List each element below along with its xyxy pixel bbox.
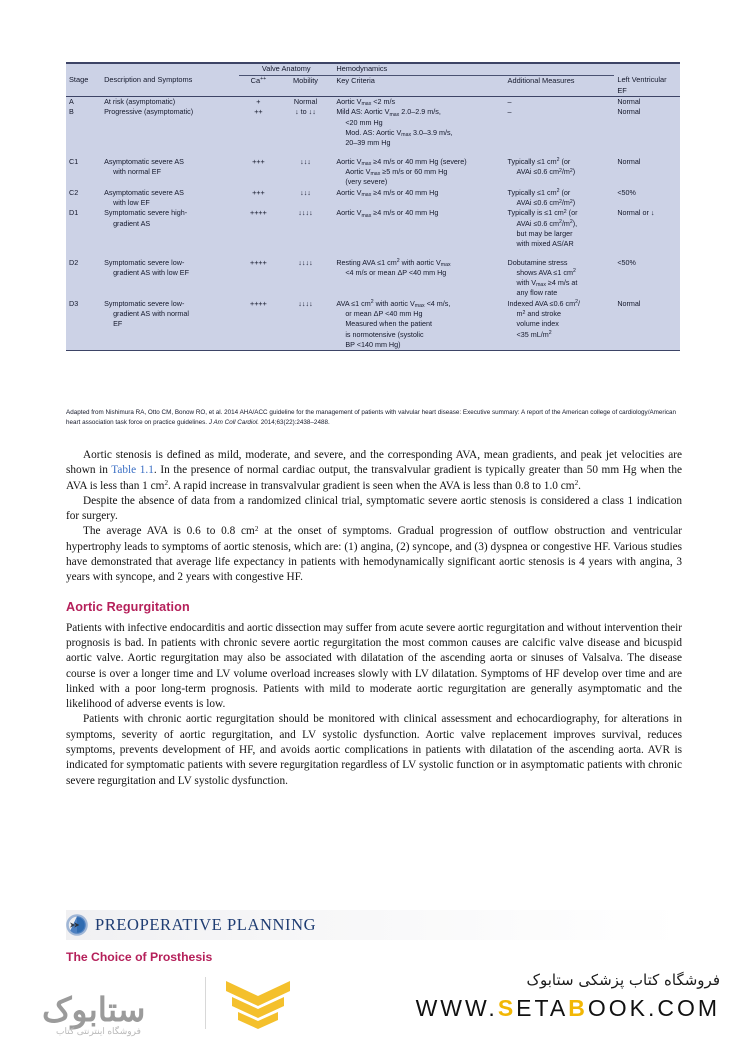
- cell-lvef: Normal: [617, 156, 641, 166]
- col-header-mobility: Mobility: [278, 75, 334, 97]
- footer-tagline: فروشگاه کتاب پزشکی ستابوک: [526, 971, 720, 989]
- paragraph-2: Despite the absence of data from a randomized clinical trial, symptomatic severe aortic stenosis is considered a class 1 indication for surgery.: [66, 494, 682, 523]
- group-header-hemodynamics: Hemodynamics: [333, 64, 614, 75]
- key-line: BP <140 mm Hg): [345, 339, 401, 349]
- group-header-empty-stage: [66, 64, 101, 75]
- p1-sup-1: 2: [164, 479, 169, 487]
- caption-journal: J Am Coll Cardiol.: [208, 418, 259, 426]
- cell-mobility: ↓↓↓: [300, 156, 311, 166]
- caption-line-1: Adapted from Nishimura RA, Otto CM, Bonow RO, et al. 2014 AHA/ACC guideline for the management of patients with valvular heart disease: Executive summary: A report of: [66, 409, 551, 416]
- cell-mobility: ↓↓↓↓: [298, 208, 313, 218]
- cell-key-criteria: [333, 107, 504, 148]
- group-header-empty-desc: [101, 64, 239, 75]
- add-line: <35 $mL/m^2$: [516, 329, 552, 339]
- arrow-circle-icon: [66, 914, 88, 936]
- setabook-logo-wordmark: ستابوک: [42, 990, 146, 1028]
- p1-sup-2: 2: [574, 479, 579, 487]
- cell-additional-measures: [505, 208, 615, 249]
- url-part-2: ETA: [516, 995, 569, 1021]
- paragraph-5: Patients with chronic aortic regurgitation should be monitored with clinical assessment and echocardiography, for alterations in symptoms, severity of aortic regurgitation, and LV systolic dysfunction. Aortic valve replacement improves survival, reduces symptoms, prevents development of HF, and avoids aortic complications in patients with dilatation of the ascending aorta. AVR is indicated for symptomatic patients with severe regurgitation regardless of LV systolic function or in asymptomatic patients with chronic severe regurgitation and LV systolic dysfunction.: [66, 713, 682, 787]
- desc-line: Symptomatic severe low-: [104, 257, 185, 267]
- paragraph-1: [66, 448, 682, 494]
- cell-lvef: <50%: [617, 187, 636, 197]
- cell-additional-measures: [505, 107, 615, 148]
- cell-description: [101, 107, 239, 148]
- footer-website-url[interactable]: [416, 995, 720, 1022]
- desc-line: EF: [113, 319, 123, 329]
- cell-additional-measures: [505, 188, 615, 209]
- add-line: shows AVA ≤1 $cm^2$: [516, 267, 576, 277]
- add-line: AVAi ≤0.6 $cm^2/m^2$): [516, 166, 576, 176]
- desc-line: with normal EF: [113, 166, 161, 176]
- table-row: [66, 97, 680, 108]
- url-part-3: OOK.COM: [587, 995, 720, 1021]
- key-line: Resting AVA ≤1 $cm^2$ with aortic $V_{max}$: [336, 257, 451, 268]
- p3-sup: 2: [254, 524, 259, 533]
- key-line: Mod. AS: Aortic $V_{max}$ 3.0–3.9 m/s,: [345, 128, 453, 139]
- cell-additional-measures: [505, 97, 615, 108]
- table-reference-link[interactable]: Table 1.1: [111, 464, 154, 477]
- key-line: Aortic $V_{max} <2$ m/s: [336, 97, 396, 108]
- key-line: (very severe): [345, 177, 388, 187]
- cell-mobility: ↓↓↓↓: [298, 257, 313, 267]
- stages-table: [66, 64, 680, 350]
- add-line: Typically ≤1 $cm^2$ (or: [507, 156, 571, 166]
- cell-lvef: Normal: [617, 97, 641, 107]
- add-line: AVAi ≤0.6 $cm^2/m^2$),: [516, 218, 578, 228]
- table-row-spacer: [66, 250, 680, 258]
- p1-part-d: .: [578, 479, 581, 492]
- cell-ca: ++++: [250, 298, 267, 308]
- cell-ca: ++++: [250, 257, 267, 267]
- section-heading-aortic-regurgitation: Aortic Regurgitation: [66, 599, 190, 614]
- cell-lvef: <50%: [617, 257, 636, 267]
- body-text: [66, 448, 682, 789]
- cell-stage: D1: [69, 208, 79, 218]
- setabook-logo-subtitle: فروشگاه اینترنتی کتاب: [56, 1026, 141, 1036]
- cell-key-criteria: [333, 188, 504, 209]
- desc-line: Asymptomatic severe AS: [104, 156, 184, 166]
- key-line: Aortic $V_{max} \ge 4$ m/s or 40 mm Hg (severe): [336, 156, 467, 167]
- p3-part-b: at the onset of symptoms. Gradual progression of outflow obstruction and ventricular hypertrophy leads to symptoms of aortic stenosis, which are: (1) angina, (2) syncope, and (3) dyspnea or congestive HF. Various studies have demonstrated that average life expectancy in patients with hemodynamically significant aortic stenosis is 4 years with angina, 3 years with syncope, and 2 years with congestive HF.: [66, 525, 682, 584]
- key-line: or mean ΔP <40 mm Hg: [345, 309, 423, 319]
- table-row: [66, 299, 680, 350]
- key-line: <4 m/s or mean ΔP <40 mm Hg: [345, 267, 447, 277]
- paragraph-4: Patients with infective endocarditis and aortic dissection may suffer from acute severe aortic regurgitation and without intervention their prognosis is bad. In patients with chronic severe aortic regurgitation the most common causes are calcific valve disease and bicuspid aortic valve. Aortic regurgitation may also be associated with dilatation of the ascending aorta or sinuses of Valsalva. The disease course is over a longer time and LV volume overload increases slowly with LV dilatation. Symptoms of HF develop over time and are linked with a poor long-term prognosis. Patients with mild to moderate aortic regurgitation are generally asymptomatic and the likelihood of adverse events is low.: [66, 621, 683, 711]
- cell-stage: C2: [69, 187, 79, 197]
- cell-stage: B: [69, 107, 74, 117]
- subsection-choice-of-prosthesis: The Choice of Prosthesis: [66, 950, 213, 964]
- col-header-lvef: Left Ventricular EF: [614, 75, 680, 97]
- url-part-1: WWW.: [415, 995, 498, 1021]
- cell-key-criteria: [333, 157, 504, 188]
- cell-lvef: Normal: [617, 107, 641, 117]
- cell-description: [101, 97, 239, 108]
- chevron-logo-icon: [222, 979, 294, 1031]
- cell-mobility: ↓↓↓: [300, 187, 311, 197]
- col-header-additional-measures: Additional Measures: [505, 75, 615, 97]
- table-row: [66, 188, 680, 209]
- key-line: Aortic $V_{max} \ge 4$ m/s or 40 mm Hg: [336, 208, 439, 219]
- cell-key-criteria: [333, 208, 504, 249]
- add-line: AVAi ≤0.6 $cm^2/m^2$): [516, 197, 576, 207]
- desc-line: Asymptomatic severe AS: [104, 187, 184, 197]
- table-row-spacer: [66, 149, 680, 157]
- group-header-empty-ef: [614, 64, 680, 75]
- caption-line-2b: 2014;63(22):2438–2488.: [258, 418, 330, 426]
- col-header-key-criteria: Key Criteria: [333, 75, 504, 97]
- add-line: Typically is ≤1 $cm^2$ (or: [507, 208, 578, 218]
- table-row: [66, 107, 680, 148]
- cell-additional-measures: [505, 157, 615, 188]
- footer-divider: [205, 977, 206, 1029]
- add-line: –: [507, 97, 512, 107]
- key-line: Measured when the patient: [345, 319, 433, 329]
- desc-line: Symptomatic severe low-: [104, 298, 185, 308]
- cell-key-criteria: [333, 258, 504, 299]
- caption-line-2a: the American college of cardiology/American heart association task force on practice guidelines.: [66, 409, 677, 426]
- desc-line: with low EF: [113, 197, 150, 207]
- add-line: Typically ≤1 $cm^2$ (or: [507, 187, 571, 197]
- cell-ca: +: [256, 97, 261, 107]
- desc-line: gradient AS: [113, 218, 151, 228]
- cell-mobility: ↓↓↓↓: [298, 298, 313, 308]
- p1-part-c: . A rapid increase in transvalvular gradient is seen when the AVA is less than 0.8 to 1.0 cm: [168, 479, 575, 492]
- setabook-footer-banner: [0, 965, 746, 1054]
- col-header-stage: Stage: [66, 75, 101, 97]
- key-line: <20 mm Hg: [345, 117, 383, 127]
- key-line: Aortic $V_{max} \ge 5$ m/s or 60 mm Hg: [345, 166, 448, 178]
- table-bottom-rule: [66, 350, 680, 351]
- add-line: with $V_{max} \ge 4$ m/s at: [516, 278, 578, 289]
- cell-description: [101, 157, 239, 188]
- cell-stage: D3: [69, 298, 79, 308]
- cell-description: [101, 208, 239, 249]
- url-highlight-b: B: [568, 995, 588, 1021]
- add-line: $m^2$ and stroke: [516, 309, 561, 319]
- cell-mobility: ↓ to ↓↓: [295, 107, 316, 117]
- cell-lvef: Normal or ↓: [617, 208, 655, 218]
- cell-description: [101, 258, 239, 299]
- table-row: [66, 258, 680, 299]
- key-line: 20–39 mm Hg: [345, 138, 391, 148]
- add-line: any flow rate: [516, 288, 558, 298]
- p1-part-a: Aortic stenosis is defined as mild, moderate, and severe, and the corresponding AVA, mean gradients, and peak jet velocities are shown in: [66, 449, 682, 477]
- key-line: AVA ≤1 $cm^2$ with aortic $V_{max} <4$ m/s,: [336, 298, 451, 309]
- add-line: volume index: [516, 319, 559, 329]
- add-line: Indexed AVA ≤0.6 $cm^2/$: [507, 298, 581, 308]
- cell-ca: +++: [252, 187, 265, 197]
- p3-part-a: The average AVA is 0.6 to 0.8 cm: [83, 525, 255, 538]
- desc-line: At risk (asymptomatic): [104, 97, 176, 107]
- key-line: Aortic $V_{max} \ge 4$ m/s or 40 mm Hg: [336, 187, 439, 198]
- aortic-stenosis-stages-table: [66, 62, 680, 351]
- footer-right-block: [416, 971, 720, 1022]
- group-header-valve-anatomy: Valve Anatomy: [239, 64, 333, 75]
- table-source-caption: [66, 408, 682, 428]
- table-row: [66, 208, 680, 249]
- cell-stage: A: [69, 97, 74, 107]
- p1-part-b: . In the presence of normal cardiac output, the transvalvular gradient is typically greater than 50 mm Hg when the AVA is less than 1 cm: [66, 464, 682, 492]
- table-group-header-row: [66, 64, 680, 75]
- cell-description: [101, 299, 239, 350]
- cell-key-criteria: [333, 299, 504, 350]
- desc-line: Progressive (asymptomatic): [104, 107, 194, 117]
- desc-line: gradient AS with normal: [113, 308, 189, 318]
- cell-ca: ++: [254, 107, 263, 117]
- cell-mobility: Normal: [293, 97, 318, 107]
- add-line: but may be larger: [516, 229, 573, 239]
- col-header-ca: Ca++: [239, 75, 278, 97]
- cell-description: [101, 188, 239, 209]
- preoperative-planning-title: PREOPERATIVE PLANNING: [95, 915, 317, 934]
- cell-ca: +++: [252, 156, 265, 166]
- cell-key-criteria: [333, 97, 504, 108]
- table-body: [66, 97, 680, 350]
- col-header-description: Description and Symptoms: [101, 75, 239, 97]
- key-line: is normotensive (systolic: [345, 329, 424, 339]
- table-row: [66, 157, 680, 188]
- preoperative-planning-banner: [66, 910, 682, 940]
- cell-additional-measures: [505, 258, 615, 299]
- add-line: Dobutamine stress: [507, 257, 568, 267]
- url-highlight-s: S: [497, 995, 517, 1021]
- add-line: with mixed AS/AR: [516, 239, 574, 249]
- cell-ca: ++++: [250, 208, 267, 218]
- cell-stage: D2: [69, 257, 79, 267]
- desc-line: Symptomatic severe high-: [104, 208, 188, 218]
- add-line: –: [507, 107, 512, 117]
- key-line: Mild AS: Aortic $V_{max}$ 2.0–2.9 m/s,: [336, 107, 441, 118]
- paragraph-3: [66, 524, 682, 585]
- cell-lvef: Normal: [617, 298, 641, 308]
- cell-additional-measures: [505, 299, 615, 350]
- cell-stage: C1: [69, 156, 79, 166]
- desc-line: gradient AS with low EF: [113, 267, 189, 277]
- table-column-header-row: [66, 75, 680, 97]
